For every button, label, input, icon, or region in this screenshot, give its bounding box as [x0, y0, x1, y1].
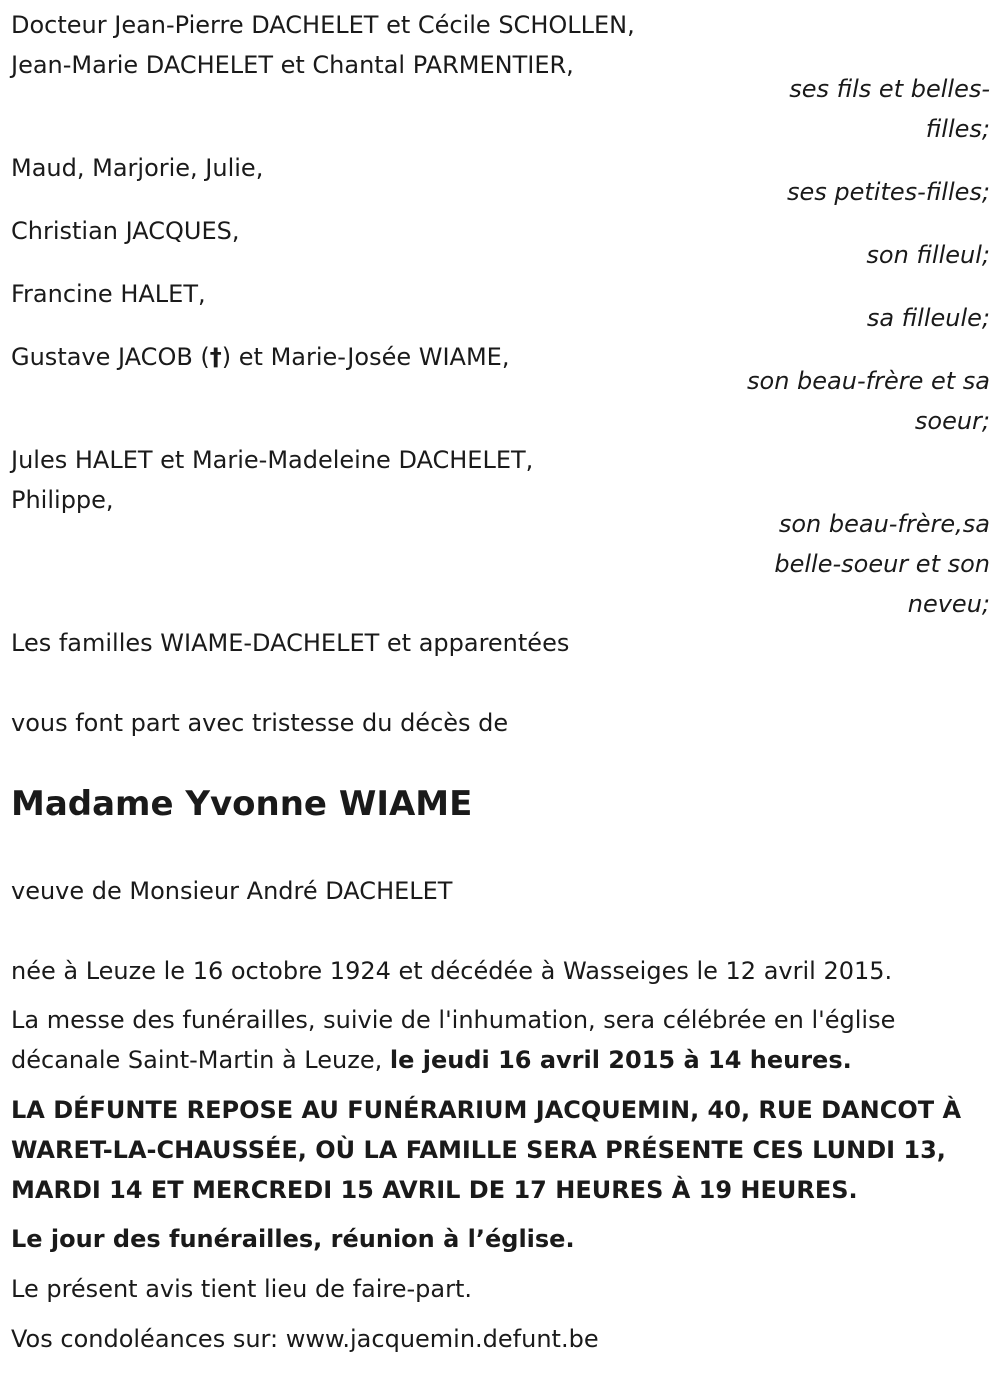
family-line-philippe: Philippe,: [11, 486, 114, 514]
repose-line-3: MARDI 14 ET MERCREDI 15 AVRIL DE 17 HEURES À 19 HEURES.: [11, 1176, 858, 1204]
relation-halet-cont2: neveu;: [907, 590, 990, 618]
relation-halet: son beau-frère,sa: [778, 510, 990, 538]
repose-line-2: WARET-LA-CHAUSSÉE, OÙ LA FAMILLE SERA PRÉSENTE CES LUNDI 13,: [11, 1136, 946, 1164]
family-line-sister-pre: Gustave JACOB (: [11, 343, 210, 371]
family-line-sister-post: ) et Marie-Josée WIAME,: [221, 343, 510, 371]
family-line-granddaughters: Maud, Marjorie, Julie,: [11, 154, 264, 182]
relation-godson: son filleul;: [866, 241, 990, 269]
family-line-halet: Jules HALET et Marie-Madeleine DACHELET,: [11, 446, 534, 474]
family-line-sister: [11, 342, 509, 372]
meeting-note: Le jour des funérailles, réunion à l’église.: [11, 1225, 575, 1253]
relation-goddaughter: sa filleule;: [866, 304, 990, 332]
family-line-goddaughter: Francine HALET,: [11, 280, 206, 308]
family-line-godson: Christian JACQUES,: [11, 217, 240, 245]
announcement: vous font part avec tristesse du décès de: [11, 709, 509, 737]
relation-sister-cont: soeur;: [914, 407, 990, 435]
mass-line-2: [11, 1045, 852, 1075]
relation-sons-cont: filles;: [925, 115, 990, 143]
family-line-families: Les familles WIAME-DACHELET et apparentées: [11, 629, 570, 657]
family-line-1: Docteur Jean-Pierre DACHELET et Cécile SCHOLLEN,: [11, 11, 635, 39]
relation-sister: son beau-frère et sa: [747, 367, 990, 395]
notice: Le présent avis tient lieu de faire-part.: [11, 1275, 473, 1303]
condolences-link[interactable]: Vos condoléances sur: www.jacquemin.defunt.be: [11, 1325, 599, 1353]
cross-icon: †: [209, 343, 222, 371]
widow-of: veuve de Monsieur André DACHELET: [11, 877, 453, 905]
mass-datetime: le jeudi 16 avril 2015 à 14 heures.: [389, 1046, 852, 1074]
relation-halet-cont: belle-soeur et son: [774, 550, 990, 578]
family-line-2: Jean-Marie DACHELET et Chantal PARMENTIER,: [11, 51, 574, 79]
deceased-name: Madame Yvonne WIAME: [11, 784, 473, 824]
birth-death: née à Leuze le 16 octobre 1924 et décédée à Wasseiges le 12 avril 2015.: [11, 957, 893, 985]
repose-line-1: LA DÉFUNTE REPOSE AU FUNÉRARIUM JACQUEMIN, 40, RUE DANCOT À: [11, 1096, 962, 1124]
relation-granddaughters: ses petites-filles;: [786, 178, 990, 206]
mass-location: décanale Saint-Martin à Leuze,: [11, 1046, 390, 1074]
mass-line-1: La messe des funérailles, suivie de l'inhumation, sera célébrée en l'église: [11, 1006, 896, 1034]
relation-sons: ses fils et belles-: [789, 75, 990, 103]
